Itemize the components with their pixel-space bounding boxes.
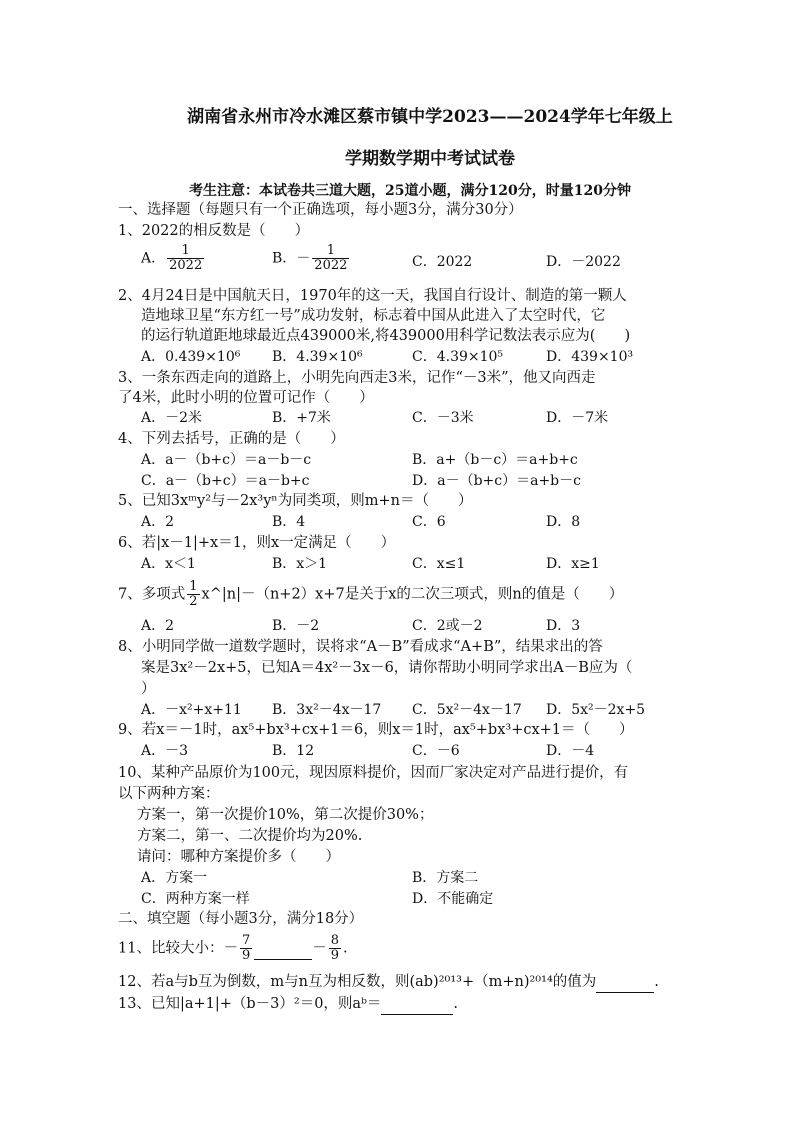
q4-options-row2 bbox=[141, 471, 661, 491]
q2-line3: 的运行轨道距地球最近点439000米,将439000用科学记数法表示应为( ) bbox=[141, 328, 631, 344]
q11-minus: － bbox=[312, 940, 327, 957]
fraction-denominator: 2 bbox=[189, 594, 198, 609]
q10-question: 请问：哪种方案提价多（ ） bbox=[137, 849, 340, 865]
q10-options-row2 bbox=[141, 889, 661, 909]
section1-heading: 一、选择题（每题只有一个正确选项，每小题3分，满分30分） bbox=[118, 202, 523, 218]
q3-option-d: D．－7米 bbox=[546, 410, 609, 426]
q9-stem: 9、若x＝－1时，ax⁵+bx³+cx+1＝6，则x＝1时，ax⁵+bx³+cx+1＝（ ） bbox=[118, 722, 634, 738]
q5-option-c: C．6 bbox=[412, 514, 446, 530]
q1-option-b bbox=[272, 244, 351, 273]
q11-prefix: 11、比较大小：－ bbox=[118, 940, 238, 957]
q10-options-row1 bbox=[141, 868, 661, 888]
q8-option-b: B．3x²－4x－17 bbox=[272, 702, 382, 718]
q2-option-c: C．4.39×10⁵ bbox=[412, 349, 504, 365]
q13-period: . bbox=[453, 996, 458, 1012]
q13-answer-blank[interactable] bbox=[381, 994, 453, 1015]
q7-option-b: B．－2 bbox=[272, 618, 320, 634]
q9-option-a: A．－3 bbox=[141, 743, 189, 759]
q10-option-a: A．方案一 bbox=[141, 870, 208, 886]
q4-option-b: B．a+（b－c）＝a+b+c bbox=[412, 452, 578, 468]
q6-option-a: A．x＜1 bbox=[141, 556, 196, 572]
q11-answer-blank[interactable] bbox=[254, 939, 312, 960]
candidate-notice: 考生注意：本试卷共三道大题，25道小题，满分120分，时量120分钟 bbox=[189, 183, 631, 199]
q5-options bbox=[141, 512, 661, 532]
q10-option-b: B．方案二 bbox=[412, 870, 479, 886]
q5-option-a: A．2 bbox=[141, 514, 175, 530]
exam-title-line1: 湖南省永州市冷水滩区蔡市镇中学2023——2024学年七年级上 bbox=[187, 107, 673, 127]
q7-option-c: C．2或－2 bbox=[412, 618, 483, 634]
q1-stem: 1、2022的相反数是（ ） bbox=[118, 223, 310, 239]
q8-options bbox=[141, 700, 661, 720]
fraction-denominator: 2022 bbox=[314, 258, 348, 273]
q6-stem: 6、若|x－1|+x＝1，则x一定满足（ ） bbox=[118, 535, 396, 551]
fraction-denominator: 9 bbox=[241, 948, 251, 963]
q11-fraction-1 bbox=[240, 934, 252, 963]
q12-text: 12、若a与b互为倒数，m与n互为相反数，则(ab)²⁰¹³+（m+n)²⁰¹⁴的值为 bbox=[118, 974, 597, 990]
q3-options bbox=[141, 408, 661, 428]
q12-stem bbox=[118, 972, 659, 993]
fraction-numerator: 7 bbox=[241, 933, 251, 948]
fraction-numerator: 1 bbox=[312, 244, 349, 259]
q8-line3: ） bbox=[141, 681, 156, 697]
q3-line2: 了4米，此时小明的位置可记作（ ） bbox=[118, 390, 374, 406]
fraction-numerator: 1 bbox=[189, 579, 198, 594]
q1-option-c: C．2022 bbox=[412, 254, 473, 270]
q7-options bbox=[141, 616, 661, 636]
q6-option-b: B．x＞1 bbox=[272, 556, 328, 572]
q10-line1: 10、某种产品原价为100元，现因原料提价，因而厂家决定对产品进行提价，有 bbox=[118, 765, 629, 781]
q10-option-d: D．不能确定 bbox=[412, 891, 494, 907]
q7-option-a: A．2 bbox=[141, 618, 175, 634]
q9-options bbox=[141, 741, 661, 761]
fraction-denominator: 9 bbox=[330, 948, 340, 963]
q9-option-b: B．12 bbox=[272, 743, 315, 759]
q10-plan1: 方案一，第一次提价10%，第二次提价30%； bbox=[137, 807, 434, 823]
q10-line2: 以下两种方案： bbox=[118, 786, 220, 802]
q8-line2: 案是3x²－2x+5，已知A＝4x²－3x－6，请你帮助小明同学求出A－B应为（ bbox=[141, 660, 633, 676]
q5-stem: 5、已知3xᵐy²与－2x³yⁿ为同类项，则m+n＝（ ） bbox=[118, 493, 473, 509]
q2-line2: 造地球卫星“东方红一号”成功发射，标志着中国从此进入了太空时代，它 bbox=[141, 308, 606, 324]
q11-fraction-2 bbox=[329, 934, 341, 963]
q2-line1: 2、4月24日是中国航天日，1970年的这一天，我国自行设计、制造的第一颗人 bbox=[118, 288, 627, 304]
q7-stem bbox=[118, 580, 623, 609]
q8-option-a: A．－x²+x+11 bbox=[141, 702, 242, 718]
q3-option-c: C．－3米 bbox=[412, 410, 474, 426]
q1-option-d: D．－2022 bbox=[546, 254, 621, 270]
q10-option-c: C．两种方案一样 bbox=[141, 891, 250, 907]
q2-option-d: D．439×10³ bbox=[546, 349, 634, 365]
q4-option-d: D．a－（b+c）＝a+b－c bbox=[412, 473, 581, 489]
q13-text: 13、已知|a+1|+（b－3）²＝0，则aᵇ＝ bbox=[118, 996, 382, 1012]
q9-option-d: D．－4 bbox=[546, 743, 595, 759]
q2-option-b: B．4.39×10⁶ bbox=[272, 349, 363, 365]
fraction-denominator: 2022 bbox=[169, 258, 203, 273]
q7-stem-suffix: x^|n|－（n+2）x+7是关于x的二次三项式，则n的值是（ ） bbox=[201, 586, 624, 603]
q1-options bbox=[141, 244, 661, 280]
q3-option-b: B．+7米 bbox=[272, 410, 331, 426]
fraction-numerator: 8 bbox=[330, 933, 340, 948]
q6-option-c: C．x≤1 bbox=[412, 556, 466, 572]
q9-option-c: C．－6 bbox=[412, 743, 460, 759]
q3-line1: 3、一条东西走向的道路上，小明先向西走3米，记作“－3米”，他又向西走 bbox=[118, 370, 596, 386]
q1-option-a bbox=[141, 244, 206, 273]
q1-option-a-label: A． bbox=[141, 250, 166, 267]
q7-option-d: D．3 bbox=[546, 618, 581, 634]
q10-plan2: 方案二，第一、二次提价均为20%. bbox=[137, 828, 363, 844]
q6-option-d: D．x≥1 bbox=[546, 556, 600, 572]
q2-options bbox=[141, 347, 661, 367]
q1-option-b-fraction bbox=[312, 244, 349, 273]
fraction-numerator: 1 bbox=[167, 244, 204, 259]
q5-option-d: D．8 bbox=[546, 514, 581, 530]
q7-stem-prefix: 7、多项式 bbox=[118, 586, 186, 603]
q5-option-b: B．4 bbox=[272, 514, 306, 530]
q12-period: . bbox=[654, 974, 659, 990]
q4-option-c: C．a－（b+c）＝a－b+c bbox=[141, 473, 310, 489]
q1-option-b-label: B．－ bbox=[272, 250, 311, 267]
q8-line1: 8、小明同学做一道数学题时，误将求“A－B”看成求“A+B”，结果求出的答 bbox=[118, 639, 603, 655]
exam-title-line2: 学期数学期中考试试卷 bbox=[345, 149, 515, 169]
q12-answer-blank[interactable] bbox=[596, 972, 654, 993]
q13-stem bbox=[118, 994, 458, 1015]
section2-heading: 二、填空题（每小题3分，满分18分） bbox=[118, 911, 364, 927]
q8-option-c: C．5x²－4x－17 bbox=[412, 702, 522, 718]
q4-stem: 4、下列去括号，正确的是（ ） bbox=[118, 431, 345, 447]
q8-option-d: D．5x²－2x+5 bbox=[546, 702, 646, 718]
q7-fraction bbox=[187, 580, 199, 609]
q1-option-a-fraction bbox=[167, 244, 204, 273]
q6-options bbox=[141, 554, 661, 574]
q11-period: . bbox=[343, 940, 348, 957]
q4-options-row1 bbox=[141, 450, 661, 470]
q4-option-a: A．a－（b+c）＝a－b－c bbox=[141, 452, 312, 468]
q2-option-a: A．0.439×10⁶ bbox=[141, 349, 241, 365]
q3-option-a: A．－2米 bbox=[141, 410, 203, 426]
q11-stem bbox=[118, 934, 348, 963]
